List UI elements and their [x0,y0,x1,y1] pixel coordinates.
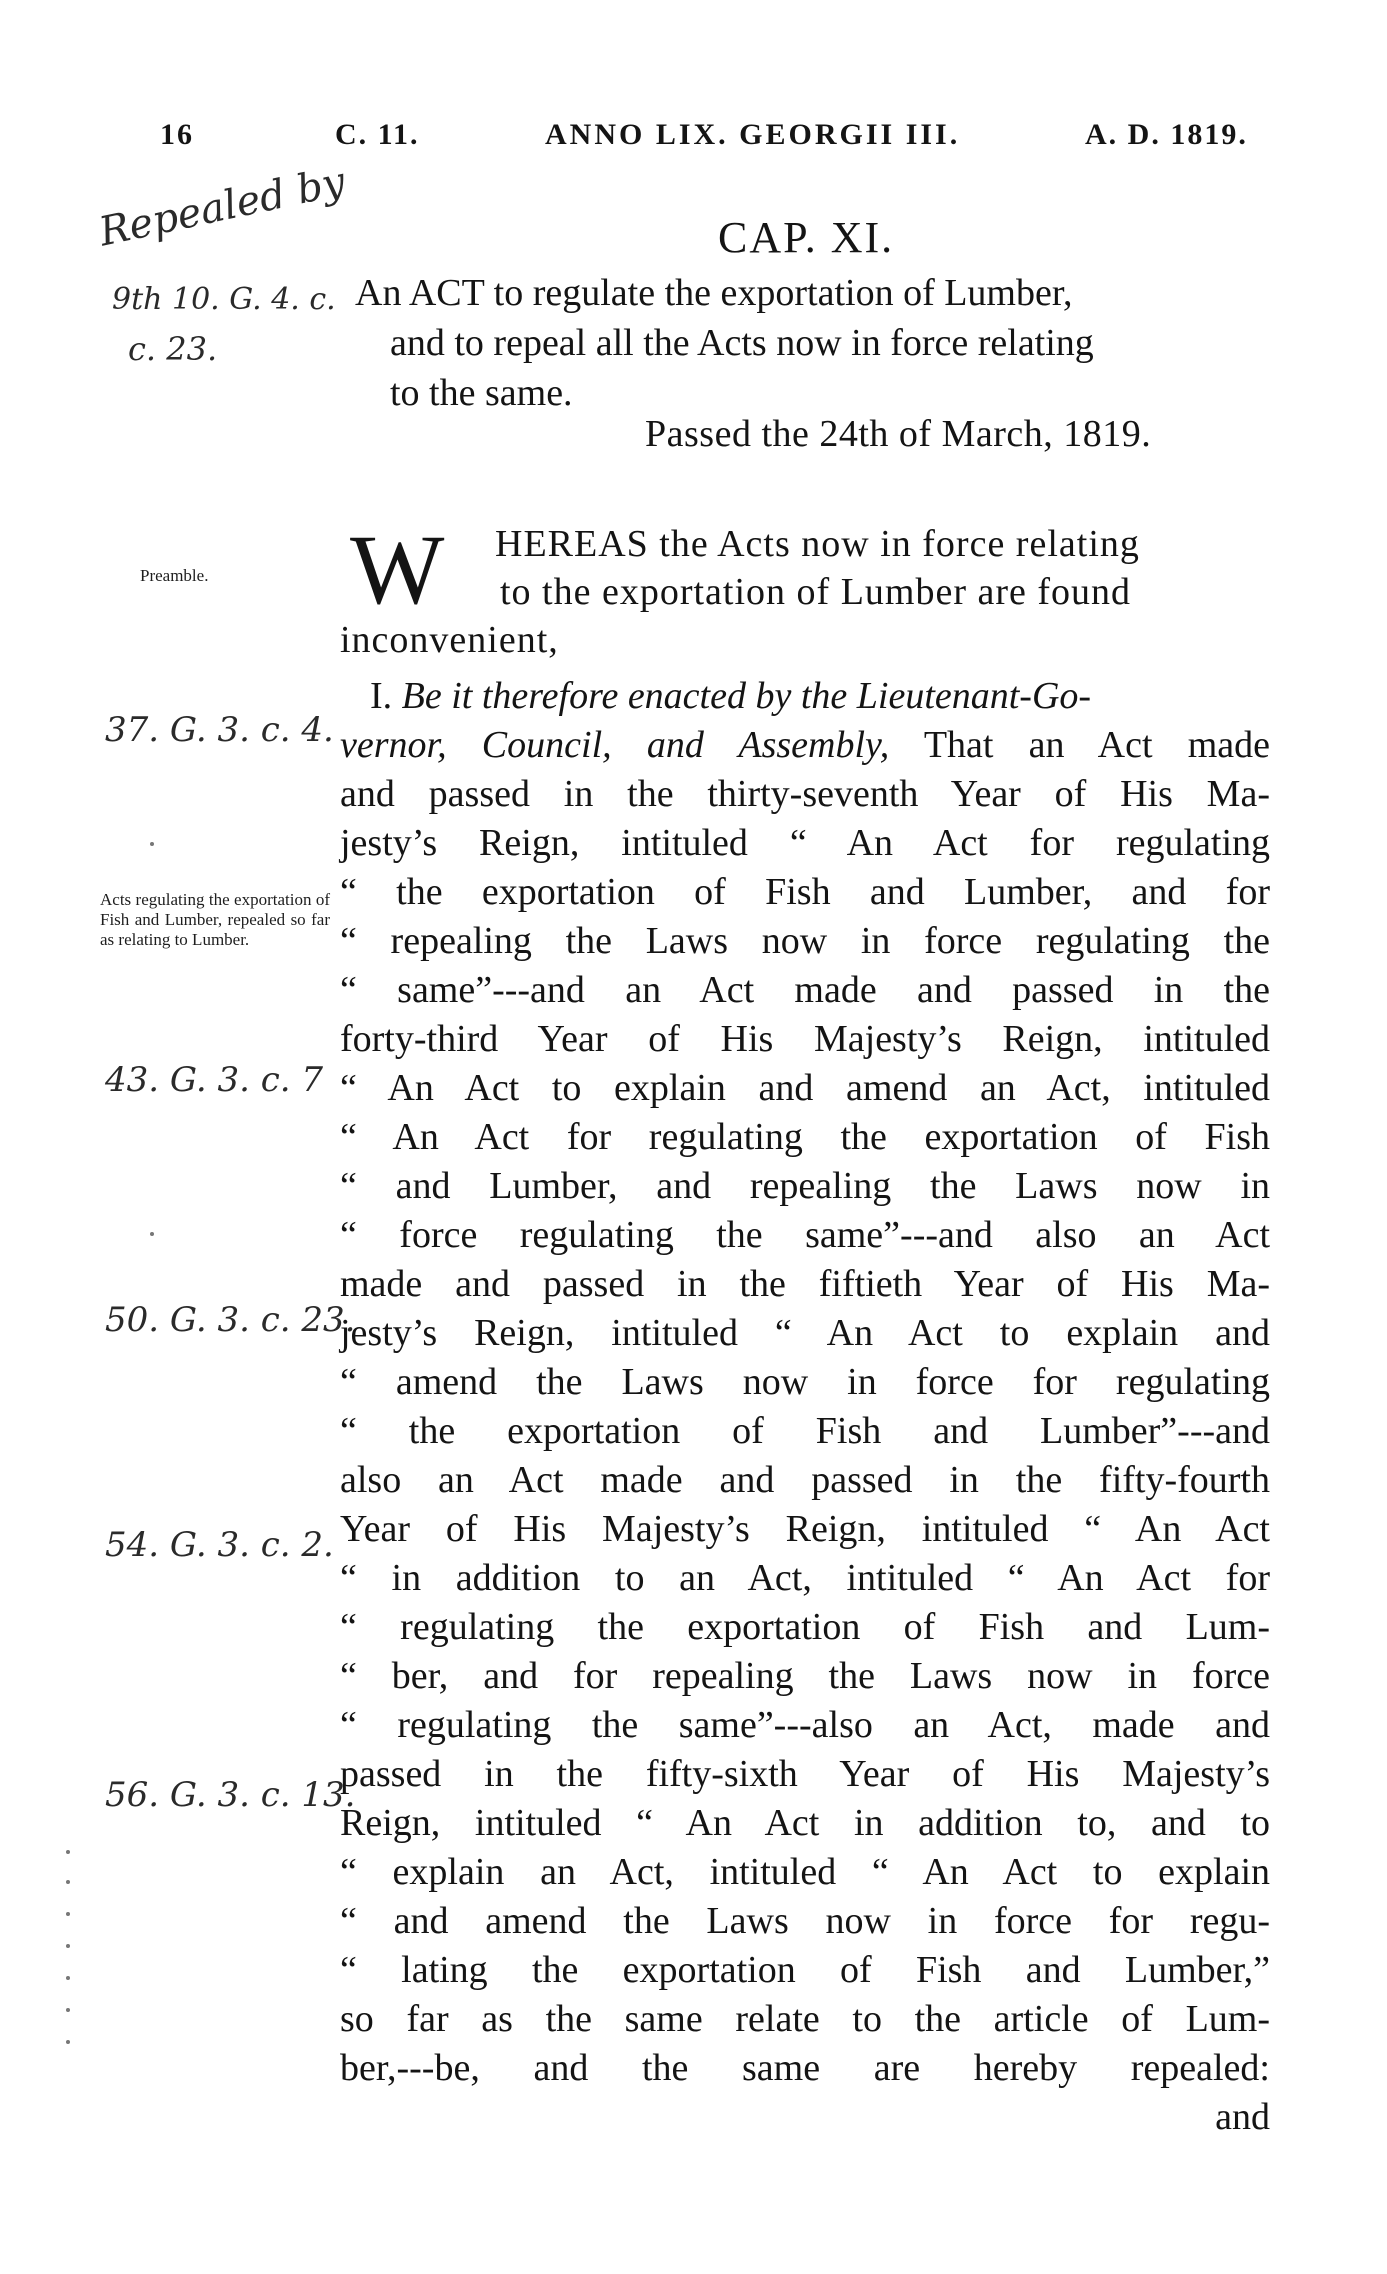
drop-cap: W [350,514,439,625]
body-line: “ force regulating the same”---and also an Act [340,1214,1270,1256]
page-number: 16 [160,118,194,151]
body-line: “ same”---and an Act made and passed in the [340,969,1270,1011]
handwritten-citation-50: 50. G. 3. c. 23. [105,1300,356,1340]
handwritten-citation-54: 54. G. 3. c. 2. [105,1525,334,1565]
body-line: “ explain an Act, intituled “ An Act to explain [340,1851,1270,1893]
scan-speck [150,842,154,846]
handwritten-repealed-ref-1: 9th 10. G. 4. c. [112,282,336,317]
body-line: ber,---be, and the same are hereby repealed: [340,2047,1270,2089]
scan-speck [66,1944,70,1948]
section-number: I. [370,675,393,717]
enacting-clause-continued: vernor, Council, and Assembly, [340,724,890,766]
body-line: “ An Act to explain and amend an Act, intituled [340,1067,1270,1109]
scan-speck [150,1232,154,1236]
preamble-line: inconvenient, [340,619,559,661]
act-title [355,268,1270,418]
body-line: jesty’s Reign, intituled “ An Act for regulating [340,822,1270,864]
running-head-year: A. D. 1819. [1085,118,1248,151]
body-text-span: That an Act made [889,724,1271,766]
handwritten-citation-56: 56. G. 3. c. 13. [105,1775,356,1815]
side-note-acts-regulating: Acts regulating the exportation of Fish and Lumber, repealed so far as relating to Lumber. [100,890,330,949]
scan-speck [66,1912,70,1916]
body-line: “ repealing the Laws now in force regulating the [340,920,1270,962]
body-line: “ the exportation of Fish and Lumber, and for [340,871,1270,913]
scan-speck [66,1850,70,1854]
body-line: so far as the same relate to the article of Lum- [340,1998,1270,2040]
handwritten-citation-37: 37. G. 3. c. 4. [105,710,334,750]
enacting-clause: Be it therefore enacted by the Lieutenant-Go- [401,675,1092,717]
handwritten-citation-43: 43. G. 3. c. 7 [105,1060,323,1100]
running-head-title: ANNO LIX. GEORGII III. [545,118,961,151]
body-line: “ regulating the same”---also an Act, made and [340,1704,1270,1746]
catchword: and [1215,2096,1270,2138]
side-note-preamble: Preamble. [140,566,209,585]
body-line: jesty’s Reign, intituled “ An Act to explain and [340,1312,1270,1354]
scan-speck [66,2040,70,2044]
body-line: passed in the fifty-sixth Year of His Majesty’s [340,1753,1270,1795]
section-one-body [340,672,1270,2142]
section-one-first-line [340,672,1270,721]
body-line: Reign, intituled “ An Act in addition to, and to [340,1802,1270,1844]
body-line: “ lating the exportation of Fish and Lumber,” [340,1949,1270,1991]
act-title-line: to the same. [390,372,573,414]
body-line: “ ber, and for repealing the Laws now in force [340,1655,1270,1697]
body-line: also an Act made and passed in the fifty-fourth [340,1459,1270,1501]
body-line: and passed in the thirty-seventh Year of His Ma- [340,773,1270,815]
running-head-chapter: C. 11. [335,118,420,151]
body-line: “ in addition to an Act, intituled “ An Act for [340,1557,1270,1599]
act-title-line: An ACT to regulate the exportation of Lumber, [355,272,1073,314]
scan-speck [66,1880,70,1884]
body-line: “ An Act for regulating the exportation of Fish [340,1116,1270,1158]
body-line: “ the exportation of Fish and Lumber”---and [340,1410,1270,1452]
body-line: “ and amend the Laws now in force for regu- [340,1900,1270,1942]
passed-date: Passed the 24th of March, 1819. [645,413,1152,455]
scan-speck [66,2008,70,2012]
body-line: made and passed in the fiftieth Year of His Ma- [340,1263,1270,1305]
body-line: “ and Lumber, and repealing the Laws now in [340,1165,1270,1207]
scan-speck [66,1976,70,1980]
body-line: “ amend the Laws now in force for regulating [340,1361,1270,1403]
body-line: “ regulating the exportation of Fish and Lum- [340,1606,1270,1648]
handwritten-repealed-note: Repealed by [95,158,350,256]
section-one-second-line [340,721,1270,770]
preamble-line: to the exportation of Lumber are found [500,571,1132,613]
act-title-line: and to repeal all the Acts now in force relating [390,322,1094,364]
handwritten-repealed-ref-2: c. 23. [128,330,218,368]
body-line: forty-third Year of His Majesty’s Reign, intituled [340,1018,1270,1060]
chapter-heading: CAP. XI. [718,213,895,262]
body-line: Year of His Majesty’s Reign, intituled “ An Act [340,1508,1270,1550]
preamble-line: HEREAS the Acts now in force relating [495,523,1140,565]
